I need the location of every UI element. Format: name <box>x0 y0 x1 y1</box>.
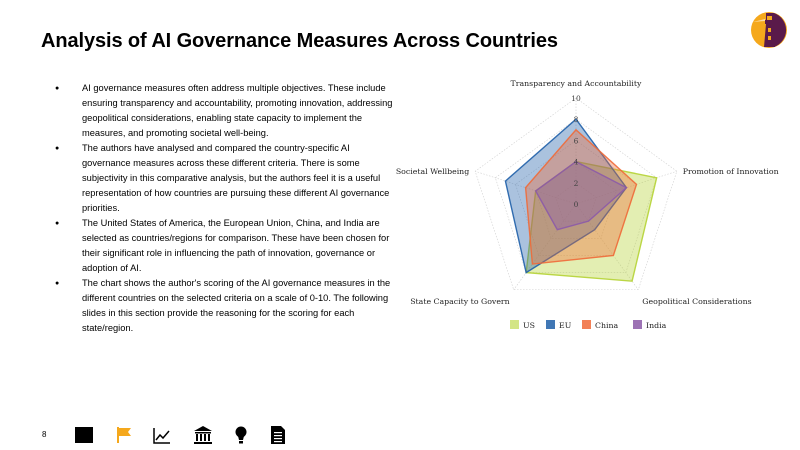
tick-label: 0 <box>573 200 579 209</box>
axis-label: Geopolitical Considerations <box>642 296 752 306</box>
lighthouse-logo-icon <box>750 11 788 49</box>
axis-label: State Capacity to Govern <box>410 296 510 306</box>
legend-swatch-us <box>510 320 519 329</box>
stop-icon[interactable] <box>74 425 94 445</box>
legend-label-china: China <box>595 321 619 330</box>
document-icon[interactable] <box>268 425 288 445</box>
tick-label: 6 <box>573 136 579 146</box>
tick-label: 4 <box>573 157 579 167</box>
bank-icon[interactable] <box>193 425 213 445</box>
tick-label: 2 <box>573 178 579 188</box>
page-number: 8 <box>42 430 47 439</box>
bullet-item: ● AI governance measures often address multiple objectives. These include ensuring transparency and accountability, promoting innovation, addressing geopolitical considerations, enabling state capacity to implement the measures, and promoting societal well-being. <box>55 81 395 141</box>
radar-chart <box>395 78 779 340</box>
bullet-item: ● The authors have analysed and compared the country-specific AI governance measures across these different criteria. There is some subjectivity in this comparative analysis, but the authors feel it is a useful representation of how countries are pursuing these different AI governance priorities. <box>55 141 395 216</box>
bullet-item: ● The United States of America, the European Union, China, and India are selected as countries/regions for comparison. These have been chosen for their significant role in influencing the path of innovation, governance or adoption of AI. <box>55 216 395 276</box>
axis-label: Transparency and Accountability <box>510 79 642 88</box>
legend-swatch-eu <box>546 320 555 329</box>
legend-label-eu: EU <box>559 321 572 330</box>
legend-swatch-china <box>582 320 591 329</box>
line-chart-icon[interactable] <box>152 425 172 445</box>
axis-label: Promotion of Innovation <box>682 167 779 177</box>
bullet-item: ● The chart shows the author's scoring of the AI governance measures in the different countries on the selected criteria on a scale of 0-10. The following slides in this section provide the reasoning for the scoring for each state/region. <box>55 276 395 336</box>
lightbulb-icon[interactable] <box>231 425 251 445</box>
tick-label: 10 <box>571 94 581 103</box>
legend-label-us: US <box>523 321 535 330</box>
tick-label: 8 <box>573 115 579 125</box>
page-title: Analysis of AI Governance Measures Across Countries <box>41 30 558 52</box>
legend-label-india: India <box>646 321 667 330</box>
axis-label: Societal Wellbeing <box>395 167 470 177</box>
flag-icon[interactable] <box>114 425 134 445</box>
legend-swatch-india <box>633 320 642 329</box>
bullet-list <box>55 81 395 336</box>
